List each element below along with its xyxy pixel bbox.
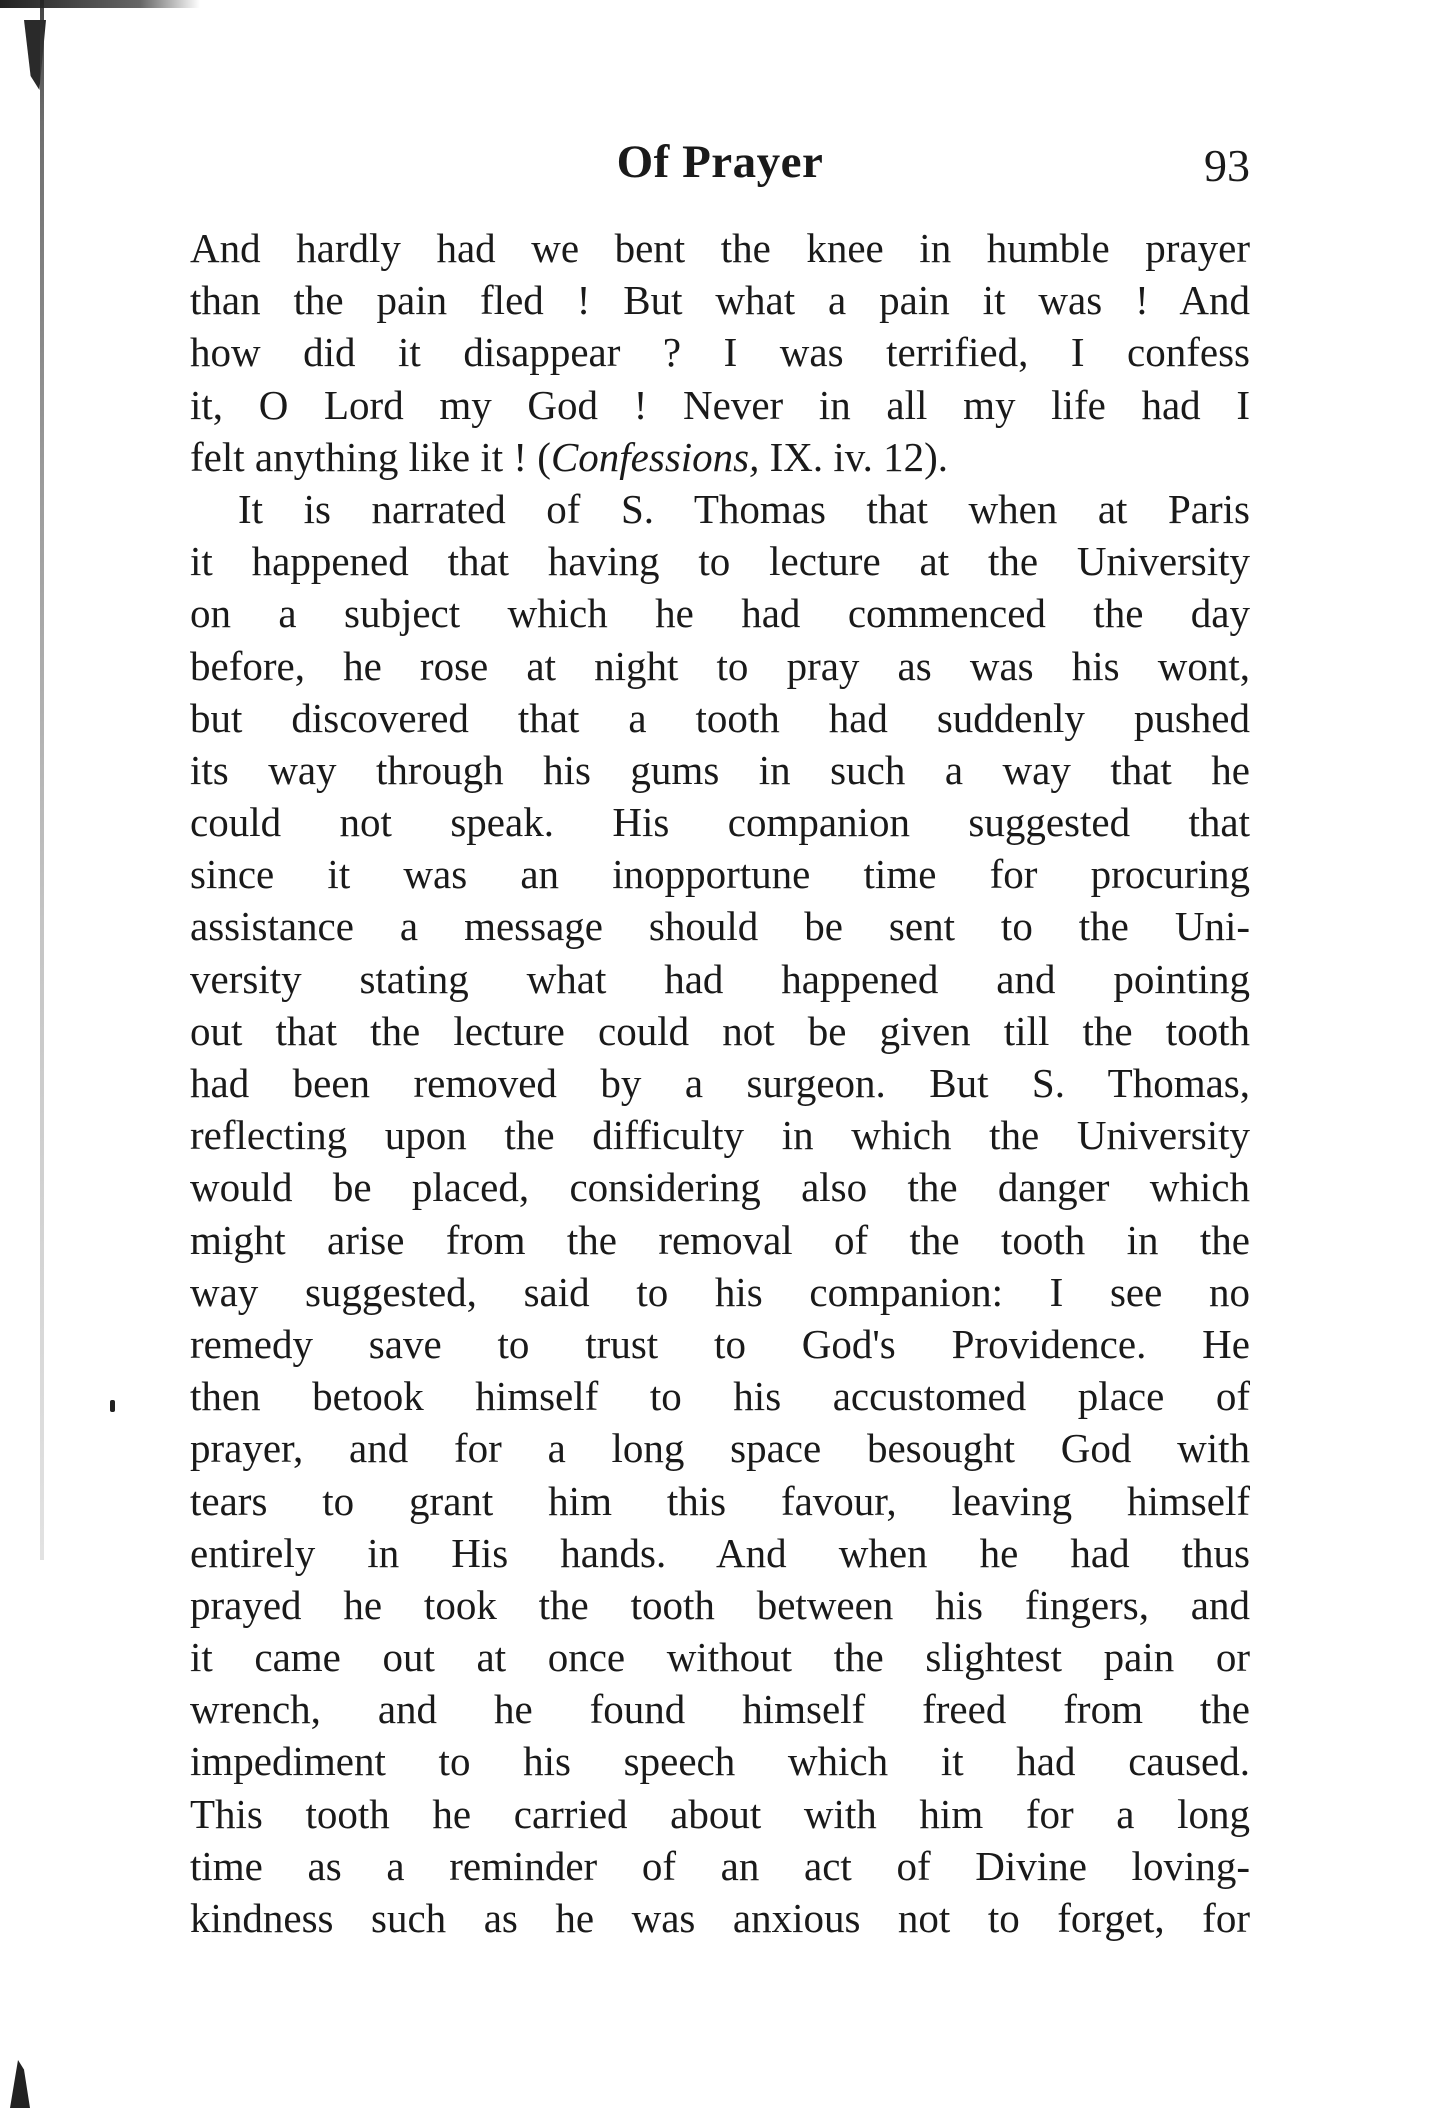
body-text	[190, 222, 1250, 1944]
text-line: before, he rose at night to pray as was his wont,	[190, 642, 1250, 689]
text-line: It is narrated of S. Thomas that when at Paris	[238, 485, 1250, 532]
text-line: it came out at once without the slightest pain or	[190, 1634, 1250, 1681]
text-line: how did it disappear ? I was terrified, I confess	[190, 329, 1250, 376]
text-line: This tooth he carried about with him for a long	[190, 1790, 1250, 1837]
text-line	[190, 431, 1250, 483]
text-line: out that the lecture could not be given till the tooth	[190, 1007, 1250, 1054]
text-line: wrench, and he found himself freed from the	[190, 1686, 1250, 1733]
text-line: And hardly had we bent the knee in humble prayer	[190, 225, 1250, 271]
text-line: its way through his gums in such a way that he	[190, 746, 1250, 793]
scan-binding-edge	[40, 0, 44, 1560]
text-line: tears to grant him this favour, leaving himself	[190, 1477, 1250, 1524]
text-line: versity stating what had happened and pointing	[190, 955, 1250, 1002]
running-head	[190, 135, 1250, 205]
text-line: would be placed, considering also the danger which	[190, 1164, 1250, 1211]
chapter-title: Of Prayer	[616, 136, 824, 188]
text-line: it happened that having to lecture at the University	[190, 538, 1250, 585]
italic-citation: Confessions,	[550, 433, 760, 480]
text-segment: IX. iv. 12).	[759, 433, 949, 480]
scan-corner-mark	[10, 2060, 30, 2108]
text-line: remedy save to trust to God's Providence. He	[190, 1320, 1250, 1367]
text-line: reflecting upon the difficulty in which the University	[190, 1112, 1250, 1159]
text-segment: felt anything like it ! (	[190, 433, 551, 480]
text-line: it, O Lord my God ! Never in all my life had I	[190, 381, 1250, 428]
text-line: on a subject which he had commenced the day	[190, 590, 1250, 637]
text-line: time as a reminder of an act of Divine loving-	[190, 1842, 1250, 1889]
text-line: since it was an inopportune time for procuring	[190, 851, 1250, 898]
text-line: prayer, and for a long space besought God with	[190, 1425, 1250, 1472]
scan-binding-edge-top	[0, 0, 200, 8]
page-number: 93	[1204, 140, 1250, 191]
text-line: kindness such as he was anxious not to forget, for	[190, 1895, 1250, 1941]
text-line: than the pain fled ! But what a pain it was ! And	[190, 277, 1250, 324]
text-line: way suggested, said to his companion: I see no	[190, 1268, 1250, 1315]
text-line: impediment to his speech which it had caused.	[190, 1738, 1250, 1785]
text-line: prayed he took the tooth between his fingers, and	[190, 1581, 1250, 1628]
text-line: entirely in His hands. And when he had thus	[190, 1529, 1250, 1576]
text-line: had been removed by a surgeon. But S. Thomas,	[190, 1060, 1250, 1106]
text-line: might arise from the removal of the tooth in the	[190, 1216, 1250, 1263]
text-line: assistance a message should be sent to the Uni-	[190, 903, 1250, 950]
text-line: then betook himself to his accustomed place of	[190, 1373, 1250, 1420]
scan-stray-mark	[110, 1400, 115, 1412]
text-line: but discovered that a tooth had suddenly pushed	[190, 694, 1250, 741]
text-line: could not speak. His companion suggested that	[190, 799, 1250, 846]
